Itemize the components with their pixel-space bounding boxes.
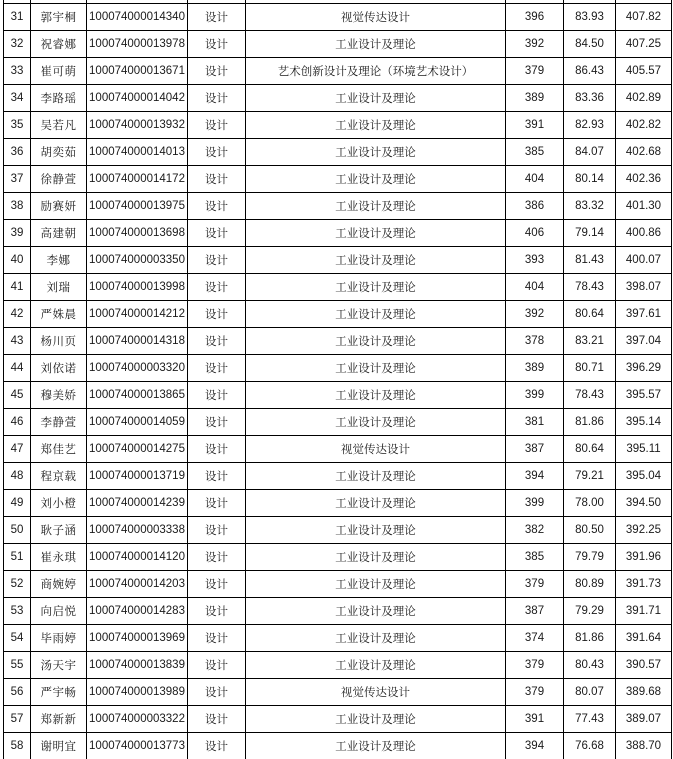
rank-cell: 41 — [4, 274, 31, 301]
rank-cell: 58 — [4, 733, 31, 759]
rank-cell: 48 — [4, 463, 31, 490]
direction-cell: 工业设计及理论 — [246, 247, 506, 274]
total-score-cell: 407.82 — [616, 4, 672, 31]
candidate-id-cell: 100074000014203 — [87, 571, 188, 598]
candidate-id-cell: 100074000013719 — [87, 463, 188, 490]
retest-score-cell: 79.29 — [564, 598, 616, 625]
name-cell: 徐静萱 — [31, 166, 87, 193]
direction-cell: 工业设计及理论 — [246, 517, 506, 544]
rank-cell: 40 — [4, 247, 31, 274]
table-row — [4, 706, 672, 733]
direction-cell: 视觉传达设计 — [246, 4, 506, 31]
direction-cell: 工业设计及理论 — [246, 571, 506, 598]
initial-score-cell: 379 — [506, 679, 564, 706]
candidate-id-cell: 100074000003338 — [87, 517, 188, 544]
table-row — [4, 166, 672, 193]
candidate-id-cell: 100074000003350 — [87, 247, 188, 274]
candidate-id-cell: 100074000013975 — [87, 193, 188, 220]
rank-cell: 31 — [4, 4, 31, 31]
candidate-id-cell: 100074000013865 — [87, 382, 188, 409]
name-cell: 穆美娇 — [31, 382, 87, 409]
candidate-id-cell: 100074000003320 — [87, 355, 188, 382]
direction-cell: 工业设计及理论 — [246, 355, 506, 382]
initial-score-cell: 382 — [506, 517, 564, 544]
table-row — [4, 490, 672, 517]
total-score-cell: 389.07 — [616, 706, 672, 733]
initial-score-cell: 386 — [506, 193, 564, 220]
retest-score-cell: 76.68 — [564, 733, 616, 759]
major-cell: 设计 — [188, 193, 246, 220]
table-row — [4, 517, 672, 544]
table-row — [4, 301, 672, 328]
total-score-cell: 395.04 — [616, 463, 672, 490]
rank-cell: 51 — [4, 544, 31, 571]
name-cell: 刘瑞 — [31, 274, 87, 301]
name-cell: 程京载 — [31, 463, 87, 490]
initial-score-cell: 391 — [506, 706, 564, 733]
candidate-id-cell: 100074000013773 — [87, 733, 188, 759]
name-cell: 胡奕茹 — [31, 139, 87, 166]
total-score-cell: 402.36 — [616, 166, 672, 193]
initial-score-cell: 385 — [506, 139, 564, 166]
rank-cell: 43 — [4, 328, 31, 355]
retest-score-cell: 79.14 — [564, 220, 616, 247]
total-score-cell: 407.25 — [616, 31, 672, 58]
table-row — [4, 652, 672, 679]
initial-score-cell: 374 — [506, 625, 564, 652]
table-row — [4, 679, 672, 706]
name-cell: 严姝晨 — [31, 301, 87, 328]
direction-cell: 工业设计及理论 — [246, 139, 506, 166]
direction-cell: 工业设计及理论 — [246, 193, 506, 220]
retest-score-cell: 83.93 — [564, 4, 616, 31]
total-score-cell: 395.11 — [616, 436, 672, 463]
table-row — [4, 247, 672, 274]
table-row — [4, 193, 672, 220]
retest-score-cell: 86.43 — [564, 58, 616, 85]
retest-score-cell: 80.89 — [564, 571, 616, 598]
initial-score-cell: 392 — [506, 31, 564, 58]
direction-cell: 工业设计及理论 — [246, 625, 506, 652]
candidate-id-cell: 100074000003322 — [87, 706, 188, 733]
total-score-cell: 395.57 — [616, 382, 672, 409]
name-cell: 郑新新 — [31, 706, 87, 733]
direction-cell: 工业设计及理论 — [246, 166, 506, 193]
total-score-cell: 392.25 — [616, 517, 672, 544]
total-score-cell: 398.07 — [616, 274, 672, 301]
total-score-cell: 402.82 — [616, 112, 672, 139]
table-row — [4, 463, 672, 490]
rank-cell: 49 — [4, 490, 31, 517]
direction-cell: 工业设计及理论 — [246, 652, 506, 679]
direction-cell: 艺术创新设计及理论（环境艺术设计） — [246, 58, 506, 85]
total-score-cell: 402.68 — [616, 139, 672, 166]
direction-cell: 工业设计及理论 — [246, 85, 506, 112]
name-cell: 汤天宇 — [31, 652, 87, 679]
direction-cell: 工业设计及理论 — [246, 382, 506, 409]
initial-score-cell: 379 — [506, 571, 564, 598]
initial-score-cell: 393 — [506, 247, 564, 274]
candidate-id-cell: 100074000013932 — [87, 112, 188, 139]
table-row — [4, 598, 672, 625]
major-cell: 设计 — [188, 598, 246, 625]
retest-score-cell: 80.07 — [564, 679, 616, 706]
table-row — [4, 112, 672, 139]
name-cell: 李娜 — [31, 247, 87, 274]
candidate-id-cell: 100074000014059 — [87, 409, 188, 436]
rank-cell: 34 — [4, 85, 31, 112]
retest-score-cell: 77.43 — [564, 706, 616, 733]
rank-cell: 38 — [4, 193, 31, 220]
name-cell: 郭宇桐 — [31, 4, 87, 31]
table-row — [4, 328, 672, 355]
name-cell: 刘依诺 — [31, 355, 87, 382]
major-cell: 设计 — [188, 490, 246, 517]
name-cell: 祝睿娜 — [31, 31, 87, 58]
table-row — [4, 274, 672, 301]
rank-cell: 42 — [4, 301, 31, 328]
total-score-cell: 394.50 — [616, 490, 672, 517]
direction-cell: 工业设计及理论 — [246, 409, 506, 436]
initial-score-cell: 406 — [506, 220, 564, 247]
total-score-cell: 391.73 — [616, 571, 672, 598]
table-row — [4, 625, 672, 652]
retest-score-cell: 81.86 — [564, 625, 616, 652]
major-cell: 设计 — [188, 112, 246, 139]
table-row — [4, 4, 672, 31]
candidate-id-cell: 100074000014172 — [87, 166, 188, 193]
name-cell: 励赛妍 — [31, 193, 87, 220]
name-cell: 刘小橙 — [31, 490, 87, 517]
initial-score-cell: 381 — [506, 409, 564, 436]
total-score-cell: 397.04 — [616, 328, 672, 355]
retest-score-cell: 78.43 — [564, 382, 616, 409]
table-row — [4, 382, 672, 409]
major-cell: 设计 — [188, 382, 246, 409]
rank-cell: 55 — [4, 652, 31, 679]
major-cell: 设计 — [188, 733, 246, 759]
major-cell: 设计 — [188, 436, 246, 463]
major-cell: 设计 — [188, 85, 246, 112]
rank-cell: 57 — [4, 706, 31, 733]
initial-score-cell: 385 — [506, 544, 564, 571]
total-score-cell: 400.07 — [616, 247, 672, 274]
direction-cell: 工业设计及理论 — [246, 733, 506, 759]
rank-cell: 39 — [4, 220, 31, 247]
direction-cell: 工业设计及理论 — [246, 544, 506, 571]
candidate-id-cell: 100074000014212 — [87, 301, 188, 328]
candidate-id-cell: 100074000013998 — [87, 274, 188, 301]
results-table — [3, 0, 672, 759]
retest-score-cell: 80.64 — [564, 436, 616, 463]
rank-cell: 52 — [4, 571, 31, 598]
table-row — [4, 409, 672, 436]
name-cell: 杨川页 — [31, 328, 87, 355]
table-row — [4, 571, 672, 598]
rank-cell: 37 — [4, 166, 31, 193]
major-cell: 设计 — [188, 544, 246, 571]
candidate-id-cell: 100074000014120 — [87, 544, 188, 571]
name-cell: 谢明宜 — [31, 733, 87, 759]
name-cell: 郑佳艺 — [31, 436, 87, 463]
major-cell: 设计 — [188, 220, 246, 247]
table-row — [4, 85, 672, 112]
direction-cell: 工业设计及理论 — [246, 301, 506, 328]
table-viewport — [3, 0, 672, 759]
table-row — [4, 544, 672, 571]
rank-cell: 46 — [4, 409, 31, 436]
major-cell: 设计 — [188, 517, 246, 544]
retest-score-cell: 80.14 — [564, 166, 616, 193]
table-row — [4, 58, 672, 85]
direction-cell: 工业设计及理论 — [246, 274, 506, 301]
candidate-id-cell: 100074000014340 — [87, 4, 188, 31]
table-row — [4, 436, 672, 463]
total-score-cell: 396.29 — [616, 355, 672, 382]
rank-cell: 56 — [4, 679, 31, 706]
direction-cell: 工业设计及理论 — [246, 490, 506, 517]
candidate-id-cell: 100074000013978 — [87, 31, 188, 58]
major-cell: 设计 — [188, 571, 246, 598]
major-cell: 设计 — [188, 652, 246, 679]
rank-cell: 44 — [4, 355, 31, 382]
candidate-id-cell: 100074000013989 — [87, 679, 188, 706]
retest-score-cell: 80.64 — [564, 301, 616, 328]
direction-cell: 视觉传达设计 — [246, 436, 506, 463]
total-score-cell: 388.70 — [616, 733, 672, 759]
direction-cell: 工业设计及理论 — [246, 598, 506, 625]
retest-score-cell: 84.50 — [564, 31, 616, 58]
candidate-id-cell: 100074000013671 — [87, 58, 188, 85]
candidate-id-cell: 100074000014283 — [87, 598, 188, 625]
name-cell: 李静萱 — [31, 409, 87, 436]
rank-cell: 47 — [4, 436, 31, 463]
name-cell: 崔永琪 — [31, 544, 87, 571]
candidate-id-cell: 100074000013839 — [87, 652, 188, 679]
retest-score-cell: 81.43 — [564, 247, 616, 274]
retest-score-cell: 82.93 — [564, 112, 616, 139]
initial-score-cell: 399 — [506, 490, 564, 517]
total-score-cell: 391.96 — [616, 544, 672, 571]
retest-score-cell: 83.32 — [564, 193, 616, 220]
rank-cell: 35 — [4, 112, 31, 139]
major-cell: 设计 — [188, 679, 246, 706]
total-score-cell: 400.86 — [616, 220, 672, 247]
candidate-id-cell: 100074000013698 — [87, 220, 188, 247]
total-score-cell: 402.89 — [616, 85, 672, 112]
initial-score-cell: 379 — [506, 652, 564, 679]
rank-cell: 50 — [4, 517, 31, 544]
table-row — [4, 220, 672, 247]
retest-score-cell: 78.43 — [564, 274, 616, 301]
candidate-id-cell: 100074000014013 — [87, 139, 188, 166]
total-score-cell: 391.71 — [616, 598, 672, 625]
retest-score-cell: 80.50 — [564, 517, 616, 544]
retest-score-cell: 79.21 — [564, 463, 616, 490]
direction-cell: 工业设计及理论 — [246, 31, 506, 58]
direction-cell: 工业设计及理论 — [246, 220, 506, 247]
retest-score-cell: 83.36 — [564, 85, 616, 112]
retest-score-cell: 80.71 — [564, 355, 616, 382]
initial-score-cell: 404 — [506, 274, 564, 301]
initial-score-cell: 404 — [506, 166, 564, 193]
rank-cell: 54 — [4, 625, 31, 652]
table-row — [4, 139, 672, 166]
retest-score-cell: 81.86 — [564, 409, 616, 436]
retest-score-cell: 80.43 — [564, 652, 616, 679]
initial-score-cell: 394 — [506, 733, 564, 759]
retest-score-cell: 84.07 — [564, 139, 616, 166]
name-cell: 崔可萌 — [31, 58, 87, 85]
candidate-id-cell: 100074000014275 — [87, 436, 188, 463]
results-table-body — [4, 0, 672, 759]
candidate-id-cell: 100074000014239 — [87, 490, 188, 517]
initial-score-cell: 394 — [506, 463, 564, 490]
direction-cell: 视觉传达设计 — [246, 679, 506, 706]
initial-score-cell: 399 — [506, 382, 564, 409]
name-cell: 向启悦 — [31, 598, 87, 625]
retest-score-cell: 83.21 — [564, 328, 616, 355]
major-cell: 设计 — [188, 139, 246, 166]
direction-cell: 工业设计及理论 — [246, 112, 506, 139]
direction-cell: 工业设计及理论 — [246, 328, 506, 355]
candidate-id-cell: 100074000014042 — [87, 85, 188, 112]
major-cell: 设计 — [188, 166, 246, 193]
rank-cell: 32 — [4, 31, 31, 58]
initial-score-cell: 396 — [506, 4, 564, 31]
total-score-cell: 390.57 — [616, 652, 672, 679]
major-cell: 设计 — [188, 625, 246, 652]
candidate-id-cell: 100074000014318 — [87, 328, 188, 355]
rank-cell: 53 — [4, 598, 31, 625]
initial-score-cell: 378 — [506, 328, 564, 355]
total-score-cell: 397.61 — [616, 301, 672, 328]
initial-score-cell: 392 — [506, 301, 564, 328]
major-cell: 设计 — [188, 409, 246, 436]
initial-score-cell: 387 — [506, 598, 564, 625]
name-cell: 毕雨婷 — [31, 625, 87, 652]
name-cell: 高建朝 — [31, 220, 87, 247]
initial-score-cell: 387 — [506, 436, 564, 463]
total-score-cell: 391.64 — [616, 625, 672, 652]
major-cell: 设计 — [188, 274, 246, 301]
rank-cell: 45 — [4, 382, 31, 409]
initial-score-cell: 389 — [506, 85, 564, 112]
total-score-cell: 389.68 — [616, 679, 672, 706]
rank-cell: 33 — [4, 58, 31, 85]
table-row — [4, 31, 672, 58]
major-cell: 设计 — [188, 4, 246, 31]
major-cell: 设计 — [188, 58, 246, 85]
major-cell: 设计 — [188, 301, 246, 328]
total-score-cell: 401.30 — [616, 193, 672, 220]
major-cell: 设计 — [188, 247, 246, 274]
initial-score-cell: 391 — [506, 112, 564, 139]
major-cell: 设计 — [188, 355, 246, 382]
total-score-cell: 395.14 — [616, 409, 672, 436]
candidate-id-cell: 100074000013969 — [87, 625, 188, 652]
name-cell: 李路瑶 — [31, 85, 87, 112]
direction-cell: 工业设计及理论 — [246, 463, 506, 490]
initial-score-cell: 389 — [506, 355, 564, 382]
table-row — [4, 355, 672, 382]
name-cell: 严宇畅 — [31, 679, 87, 706]
rank-cell: 36 — [4, 139, 31, 166]
major-cell: 设计 — [188, 328, 246, 355]
retest-score-cell: 79.79 — [564, 544, 616, 571]
retest-score-cell: 78.00 — [564, 490, 616, 517]
initial-score-cell: 379 — [506, 58, 564, 85]
name-cell: 商婉婷 — [31, 571, 87, 598]
total-score-cell: 405.57 — [616, 58, 672, 85]
table-row — [4, 733, 672, 759]
major-cell: 设计 — [188, 31, 246, 58]
name-cell: 吴若凡 — [31, 112, 87, 139]
name-cell: 耿子涵 — [31, 517, 87, 544]
direction-cell: 工业设计及理论 — [246, 706, 506, 733]
major-cell: 设计 — [188, 463, 246, 490]
major-cell: 设计 — [188, 706, 246, 733]
